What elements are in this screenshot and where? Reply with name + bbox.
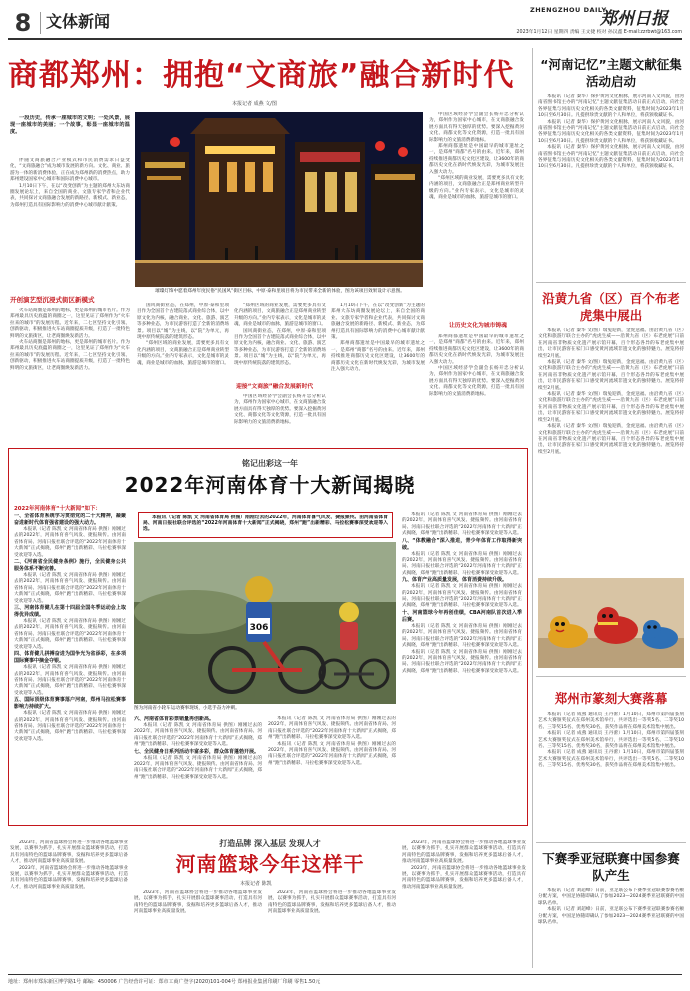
main-body-col3: 国风商街业态，在郑州，中原·泰和里项目作为全国首个古建院落式商业综合体，以中原文化为内核，融合商业、文化、旅游、演艺等多种业态，为市民游客打造了全新的消费场景。项目以“城”为主线，以“院”为单元，再现中原传统院落的建筑形态。 “郑州区域的商业发展，需要更多具有文化内涵的项目，文商旅融合正是郑州商业转型升级的方向。”业内专家表示，文化是城市的灵魂，商业是城市的血脉，旅游是城市的窗口。 — [137, 303, 229, 366]
page-header — [0, 0, 690, 44]
main-body-col4: “郑州区域的商业发展，需要更多具有文化内涵的项目，文商旅融合正是郑州商业转型升级的方向。”业内专家表示，文化是城市的灵魂，商业是城市的血脉，旅游是城市的窗口。 国风商街业态，在郑州，中原·泰和里项目作为全国首个古建院落式商业综合体，以中原文化为内核，融合商业、文化、旅游、演艺等多种业态，为市民游客打造了全新的消费场景。项目以“城”为主线，以“院”为单元，再现中原传统院落的建筑形态。 — [234, 303, 326, 366]
race-bib-number: 306 — [249, 623, 269, 633]
main-body-col-mid: 1月10日下午，在以“改变创新”为主题的郑州大东坊商圈发展论坛上，来自全国的商业、文旅专家学者和企业代表，共同探讨文商旅融合发展的新路径、新模式、新业态，为郑州打造具有国际影响力的消费中心城市献计献策。 郑州商都遗址是中国最早的城市遗址之一，是郑州“商都”名号的由来。近年来，郑州持续推进商都历史文化区建设，让3600年的商都历史文化在新时代焕发光彩，为城市发展注入强大动力。 — [331, 303, 425, 373]
header-rule — [8, 38, 682, 40]
basketball-headline: 河南篮球今年这样干 — [175, 852, 365, 876]
cloth-tiger-photo — [538, 578, 684, 668]
main-body-col2: 火车站商圈是郑州的地标，更是郑州的城市名片。作为郑州最具历史底蕴的商圈之一，这里见证了郑州作为“火车拉来的城市”的发展历程。近年来，二七区坚持文化引领、创新驱动，积极推进火车站商圈提质升级，打造了一批特色鲜明的文旅街区，让老商圈焕发新活力。 火车站商圈是郑州的地标，更是郑州的城市名片。作为郑州最具历史底蕴的商圈之一，这里见证了郑州作为“火车拉来的城市”的发展历程。近年来，二七区坚持文化引领、创新驱动，积极推进火车站商圈提质升级，打造了一批特色鲜明的文旅街区，让老商圈焕发新活力。 — [10, 308, 130, 371]
night-street-scene — [135, 112, 423, 287]
subheading-2: 迎接“文商旅”融合发展新时代 — [236, 384, 314, 390]
main-byline: 本报记者 成燕 文/图 — [232, 101, 277, 107]
main-lead: 一段历史，传承一座城市的文明；一处风景，展现一座城市的美丽；一个故事，彰显一座城市的温度。 — [10, 115, 130, 135]
sports-headline: 2022年河南体育十大新闻揭晓 — [124, 473, 416, 497]
section-title: 文体新闻 — [46, 12, 111, 31]
main-body-col5b: 郑州商都遗址是中国最早的城市遗址之一，是郑州“商都”名号的由来。近年来，郑州持续推进商都历史文化区建设，让3600年的商都历史文化在新时代焕发光彩，为城市发展注入强大动力。 中国区域经济学会副会长杨开忠分析认为，郑州作为国家中心城市，在文商旅融合发展方面具有得天独厚的优势。要深入挖掘黄河文化、商都文化等文化资源，打造一批具有国际影响力的文旅消费新地标。 — [429, 334, 524, 397]
main-photo-caption: 璀璨灯饰中愿着郑州年度民俗“民国风”街区目标，中原·泰和里项目将为市民带来全新的体验，图为该项目效果设计示意图。 — [155, 289, 405, 294]
footer-rule — [8, 974, 682, 975]
right-divider-3 — [536, 842, 686, 843]
right-mid-headline: 沿黄九省（区）百个布老虎集中展出 — [542, 291, 680, 323]
basketball-col2: 2023年，河南省篮球协会将进一步推动各地篮球事业发展，以赛事为抓手，扎实开展群众篮球赛事活动，打造具有河南特色的篮球品牌赛事，发掘和培养更多篮球后备人才，推动河南篮球事业高质量发展。 — [134, 890, 262, 915]
sports-list-title: 2022年河南体育“十大新闻”如下： — [14, 506, 101, 512]
sports-lead-box — [138, 512, 393, 538]
date-line: 2023年1月12日 星期四 责编 王文捷 校对 孙汉鑫 E-mail:zzrbwt@163.com — [516, 30, 682, 35]
right-top-body: 本报讯（记者 秦华）保护黄河文化根脉，展示河南人文风貌，由河南省图书馆主办的“河南记忆”主题文献征集活动日前正式启动，向社会各界征集与河南历史文化相关的各类文献资料，征集时间为2023年1月10日至6月30日。凡提供珍贵文献的个人和单位，将获颁收藏证书。 本报讯（记者 秦华）保护黄河文化根脉，展示河南人文风貌，由河南省图书馆主办的“河南记忆”主题文献征集活动日前正式启动，向社会各界征集与河南历史文化相关的各类文献资料，征集时间为2023年1月10日至6月30日。凡提供珍贵文献的个人和单位，将获颁收藏证书。 本报讯（记者 秦华）保护黄河文化根脉，展示河南人文风貌，由河南省图书馆主办的“河南记忆”主题文献征集活动日前正式启动，向社会各界征集与河南历史文化相关的各类文献资料，征集时间为2023年1月10日至6月30日。凡提供珍贵文献的个人和单位，将获颁收藏证书。 — [538, 94, 684, 170]
bmx-kids-scene — [134, 542, 396, 704]
page-number: 8 — [14, 9, 32, 37]
basketball-col3: 2023年，河南省篮球协会将进一步推动各地篮球事业发展，以赛事为抓手，扎实开展群众篮球赛事活动，打造具有河南特色的篮球品牌赛事，发掘和培养更多篮球后备人才，推动河南篮球事业高质量发展。 — [268, 890, 396, 915]
sports-kicker: 铭记出彩这一年 — [242, 459, 298, 468]
main-headline: 商都郑州：拥抱“文商旅”融合新时代 — [8, 58, 515, 93]
right-mid-body: 本报讯（记者 秦华 文/图）瑞兔迎新，金虎送福。由沿黄九省（区）文化和旅游厅联合主办的“虎虎生威——沿黄九省（区）布老虎展”日前在河南省非物质文化遗产展示馆开幕，百个形态各异的布老虎集中展出，让市民游客在家门口感受黄河流域非遗文化的独特魅力。展览将持续至2月底。 本报讯（记者 秦华 文/图）瑞兔迎新，金虎送福。由沿黄九省（区）文化和旅游厅联合主办的“虎虎生威——沿黄九省（区）布老虎展”日前在河南省非物质文化遗产展示馆开幕，百个形态各异的布老虎集中展出，让市民游客在家门口感受黄河流域非遗文化的独特魅力。展览将持续至2月底。 本报讯（记者 秦华 文/图）瑞兔迎新，金虎送福。由沿黄九省（区）文化和旅游厅联合主办的“虎虎生威——沿黄九省（区）布老虎展”日前在河南省非物质文化遗产展示馆开幕，百个形态各异的布老虎集中展出，让市民游客在家门口感受黄河流域非遗文化的独特魅力。展览将持续至2月底。 本报讯（记者 秦华 文/图）瑞兔迎新，金虎送福。由沿黄九省（区）文化和旅游厅联合主办的“虎虎生威——沿黄九省（区）布老虎展”日前在河南省非物质文化遗产展示馆开幕，百个形态各异的布老虎集中展出，让市民游客在家门口感受黄河流域非遗文化的独特魅力。展览将持续至2月底。 — [538, 328, 684, 455]
right-bottom-headline: 下赛季亚冠联赛中国参赛队产生 — [542, 851, 680, 883]
sports-photo — [134, 542, 396, 704]
main-body-col5: 中国区域经济学会副会长杨开忠分析认为，郑州作为国家中心城市，在文商旅融合发展方面具有得天独厚的优势。要深入挖掘黄河文化、商都文化等文化资源，打造一批具有国际影响力的文旅消费新地标。 郑州商都遗址是中国最早的城市遗址之一，是郑州“商都”名号的由来。近年来，郑州持续推进商都历史文化区建设，让3600年的商都历史文化在新时代焕发光彩，为城市发展注入强大动力。 “郑州区域的商业发展，需要更多具有文化内涵的项目，文商旅融合正是郑州商业转型升级的方向。”业内专家表示，文化是城市的灵魂，商业是城市的血脉，旅游是城市的窗口。 — [429, 112, 524, 201]
main-body-col4b: 中国区域经济学会副会长杨开忠分析认为，郑州作为国家中心城市，在文商旅融合发展方面具有得天独厚的优势。要深入挖掘黄河文化、商都文化等文化资源，打造一批具有国际影响力的文旅消费新地标。 — [234, 394, 326, 425]
sports-list-col: 一、全省体育系统学习贯彻党的二十大精神，凝聚奋进新时代体育强省建设的强大动力。 本报讯（记者 陈凯 文 河南省体育局 供图）刚刚过去的2022年，河南体育喜气风发、捷报频传。由河南省体育局、河南日报社联合评选的“2022年河南体育十大新闻”正式揭晓，郑州“跑”出新精彩、马拉松赛事深受欢迎等入选。 二、《河南省全民健身条例》施行，全民健身公共服务体系不断完善。 本报讯（记者 陈凯 文 河南省体育局 供图）刚刚过去的2022年，河南体育喜气风发、捷报频传。由河南省体育局、河南日报社联合评选的“2022年河南体育十大新闻”正式揭晓，郑州“跑”出新精彩、马拉松赛事深受欢迎等入选。 三、河南体育健儿在第十四届全国冬季运动会上取得优异成绩。 本报讯（记者 陈凯 文 河南省体育局 供图）刚刚过去的2022年，河南体育喜气风发、捷报频传。由河南省体育局、河南日报社联合评选的“2022年河南体育十大新闻”正式揭晓，郑州“跑”出新精彩、马拉松赛事深受欢迎等入选。 四、体育健儿拼搏奋进为国争光为省添彩，在多项国际赛事中摘金夺银。 本报讯（记者 陈凯 文 河南省体育局 供图）刚刚过去的2022年，河南体育喜气风发、捷报频传。由河南省体育局、河南日报社联合评选的“2022年河南体育十大新闻”正式揭晓，郑州“跑”出新精彩、马拉松赛事深受欢迎等入选。 五、国际顶级体育赛事落户河南，郑州马拉松赛事影响力持续扩大。 本报讯（记者 陈凯 文 河南省体育局 供图）刚刚过去的2022年，河南体育喜气风发、捷报频传。由河南省体育局、河南日报社联合评选的“2022年河南体育十大新闻”正式揭晓，郑州“跑”出新精彩、马拉松赛事深受欢迎等入选。 — [14, 513, 126, 742]
main-body-col1: 伴随文商旅融合产业模式和市民消费需求日益变化，“文商旅融合”成为城市发展的新方向。文化、商业、旅游为一体的新消费体验，正在成为郑州新的消费热点，助力郑州建设国家中心城市和国际消费中心城市。 1月10日下午，在以“改变创新”为主题的郑州大东坊商圈发展论坛上，来自全国的商业、文旅专家学者和企业代表，共同探讨文商旅融合发展的新路径、新模式、新业态，为郑州打造具有国际影响力的消费中心城市献计献策。 — [10, 158, 130, 208]
cloth-tigers-illustration — [538, 578, 684, 668]
right-low-headline: 郑州市篆刻大赛落幕 — [554, 691, 668, 706]
right-bottom-body: 本报讯（记者 刘超峰）日前，亚足联公布下赛季亚冠联赛参赛名额分配方案，中国足协随即确认了参加2023—2024赛季亚冠联赛的中国球队名单。 本报讯（记者 刘超峰）日前，亚足联公布下赛季亚冠联赛参赛名额分配方案，中国足协随即确认了参加2023—2024赛季亚冠联赛的中国球队名单。 — [538, 888, 684, 926]
subheading-3: 让历史文化为城市铸魂 — [449, 323, 507, 329]
basketball-kicker: 打造品牌 深入基层 发现人才 — [219, 839, 321, 848]
footer-info: 地址：郑州市郑东新区博学路1号 邮编：450006 广告经营许可证：郑市工商广登字(2020)101-004号 郑州报业集团印刷厂印刷 零售1.50元 — [8, 979, 321, 985]
right-divider-1 — [536, 282, 686, 283]
main-photo — [135, 112, 423, 287]
right-low-body: 本报讯（记者 成燕 通讯员 王丹蕾）1月10日，郑州市第四届篆刻艺术大赛颁奖仪式在郑州美术馆举行，共评选出一等奖5名、二等奖10名、三等奖15名、优秀奖30名，获奖作品将在郑州美术馆集中展出。 本报讯（记者 成燕 通讯员 王丹蕾）1月10日，郑州市第四届篆刻艺术大赛颁奖仪式在郑州美术馆举行，共评选出一等奖5名、二等奖10名、三等奖15名、优秀奖30名，获奖作品将在郑州美术馆集中展出。 本报讯（记者 成燕 通讯员 王丹蕾）1月10日，郑州市第四届篆刻艺术大赛颁奖仪式在郑州美术馆举行，共评选出一等奖5名、二等奖10名、三等奖15名、优秀奖30名，获奖作品将在郑州美术馆集中展出。 — [538, 712, 684, 769]
paper-english-name: ZHENGZHOU DAILY — [530, 6, 607, 14]
right-column-divider — [532, 48, 533, 968]
right-divider-2 — [536, 676, 686, 677]
sports-lead: 本报讯（记者 陈凯 文 河南省体育局 供图）刚刚过去的2022年，河南体育喜气风发、捷报频传。由河南省体育局、河南日报社联合评选的“2022年河南体育十大新闻”正式揭晓，郑州“跑”出新精彩、马拉松赛事深受欢迎等入选。 — [143, 515, 388, 533]
sports-col-b: 本报讯（记者 陈凯 文 河南省体育局 供图）刚刚过去的2022年，河南体育喜气风发、捷报频传。由河南省体育局、河南日报社联合评选的“2022年河南体育十大新闻”正式揭晓，郑州“跑”出新精彩、马拉松赛事深受欢迎等入选。 本报讯（记者 陈凯 文 河南省体育局 供图）刚刚过去的2022年，河南体育喜气风发、捷报频传。由河南省体育局、河南日报社联合评选的“2022年河南体育十大新闻”正式揭晓，郑州“跑”出新精彩、马拉松赛事深受欢迎等入选。 — [268, 716, 396, 766]
page-number-divider — [40, 12, 41, 34]
basketball-col4: 2023年，河南省篮球协会将进一步推动各地篮球事业发展，以赛事为抓手，扎实开展群众篮球赛事活动，打造具有河南特色的篮球品牌赛事，发掘和培养更多篮球后备人才，推动河南篮球事业高质量发展。 2023年，河南省篮球协会将进一步推动各地篮球事业发展，以赛事为抓手，扎实开展群众篮球赛事活动，打造具有河南特色的篮球品牌赛事，发掘和培养更多篮球后备人才，推动河南篮球事业高质量发展。 — [402, 840, 526, 890]
basketball-byline: 本报记者 陈凯 — [240, 881, 272, 887]
right-top-headline: “河南记忆”主题文献征集活动启动 — [540, 57, 682, 89]
sports-col-a: 六、河南省体育彩票销量再创新高。 本报讯（记者 陈凯 文 河南省体育局 供图）刚刚过去的2022年，河南体育喜气风发、捷报频传。由河南省体育局、河南日报社联合评选的“2022年河南体育十大新闻”正式揭晓，郑州“跑”出新精彩、马拉松赛事深受欢迎等入选。 七、全民健身日系列活动丰富多彩，群众体育蓬勃开展。 本报讯（记者 陈凯 文 河南省体育局 供图）刚刚过去的2022年，河南体育喜气风发、捷报频传。由河南省体育局、河南日报社联合评选的“2022年河南体育十大新闻”正式揭晓，郑州“跑”出新精彩、马拉松赛事深受欢迎等入选。 — [134, 716, 262, 780]
paper-logo: 郑州日报 — [600, 9, 668, 29]
basketball-col1: 2023年，河南省篮球协会将进一步推动各地篮球事业发展，以赛事为抓手，扎实开展群众篮球赛事活动，打造具有河南特色的篮球品牌赛事，发掘和培养更多篮球后备人才，推动河南篮球事业高质量发展。 2023年，河南省篮球协会将进一步推动各地篮球事业发展，以赛事为抓手，扎实开展群众篮球赛事活动，打造具有河南特色的篮球品牌赛事，发掘和培养更多篮球后备人才，推动河南篮球事业高质量发展。 — [10, 840, 128, 890]
sports-col-c: 本报讯（记者 陈凯 文 河南省体育局 供图）刚刚过去的2022年，河南体育喜气风发、捷报频传。由河南省体育局、河南日报社联合评选的“2022年河南体育十大新闻”正式揭晓，郑州“跑”出新精彩、马拉松赛事深受欢迎等入选。 八、“体教融合”深入推进，青少年体育工作取得新突破。 本报讯（记者 陈凯 文 河南省体育局 供图）刚刚过去的2022年，河南体育喜气风发、捷报频传。由河南省体育局、河南日报社联合评选的“2022年河南体育十大新闻”正式揭晓，郑州“跑”出新精彩、马拉松赛事深受欢迎等入选。 九、体育产业高质量发展，体育消费持续升级。 本报讯（记者 陈凯 文 河南省体育局 供图）刚刚过去的2022年，河南体育喜气风发、捷报频传。由河南省体育局、河南日报社联合评选的“2022年河南体育十大新闻”正式揭晓，郑州“跑”出新精彩、马拉松赛事深受欢迎等入选。 十、河南篮球今年再创佳绩，CBA河南队首次进入季后赛。 本报讯（记者 陈凯 文 河南省体育局 供图）刚刚过去的2022年，河南体育喜气风发、捷报频传。由河南省体育局、河南日报社联合评选的“2022年河南体育十大新闻”正式揭晓，郑州“跑”出新精彩、马拉松赛事深受欢迎等入选。 本报讯（记者 陈凯 文 河南省体育局 供图）刚刚过去的2022年，河南体育喜气风发、捷报频传。由河南省体育局、河南日报社联合评选的“2022年河南体育十大新闻”正式揭晓，郑州“跑”出新精彩、马拉松赛事深受欢迎等入选。 — [402, 512, 522, 674]
sports-photo-caption: 图为河南省小轮车运动赛事现场，小选手奋力冲刺。 — [134, 706, 240, 711]
subheading-1: 开创演艺型沉浸式街区新模式 — [10, 296, 95, 304]
